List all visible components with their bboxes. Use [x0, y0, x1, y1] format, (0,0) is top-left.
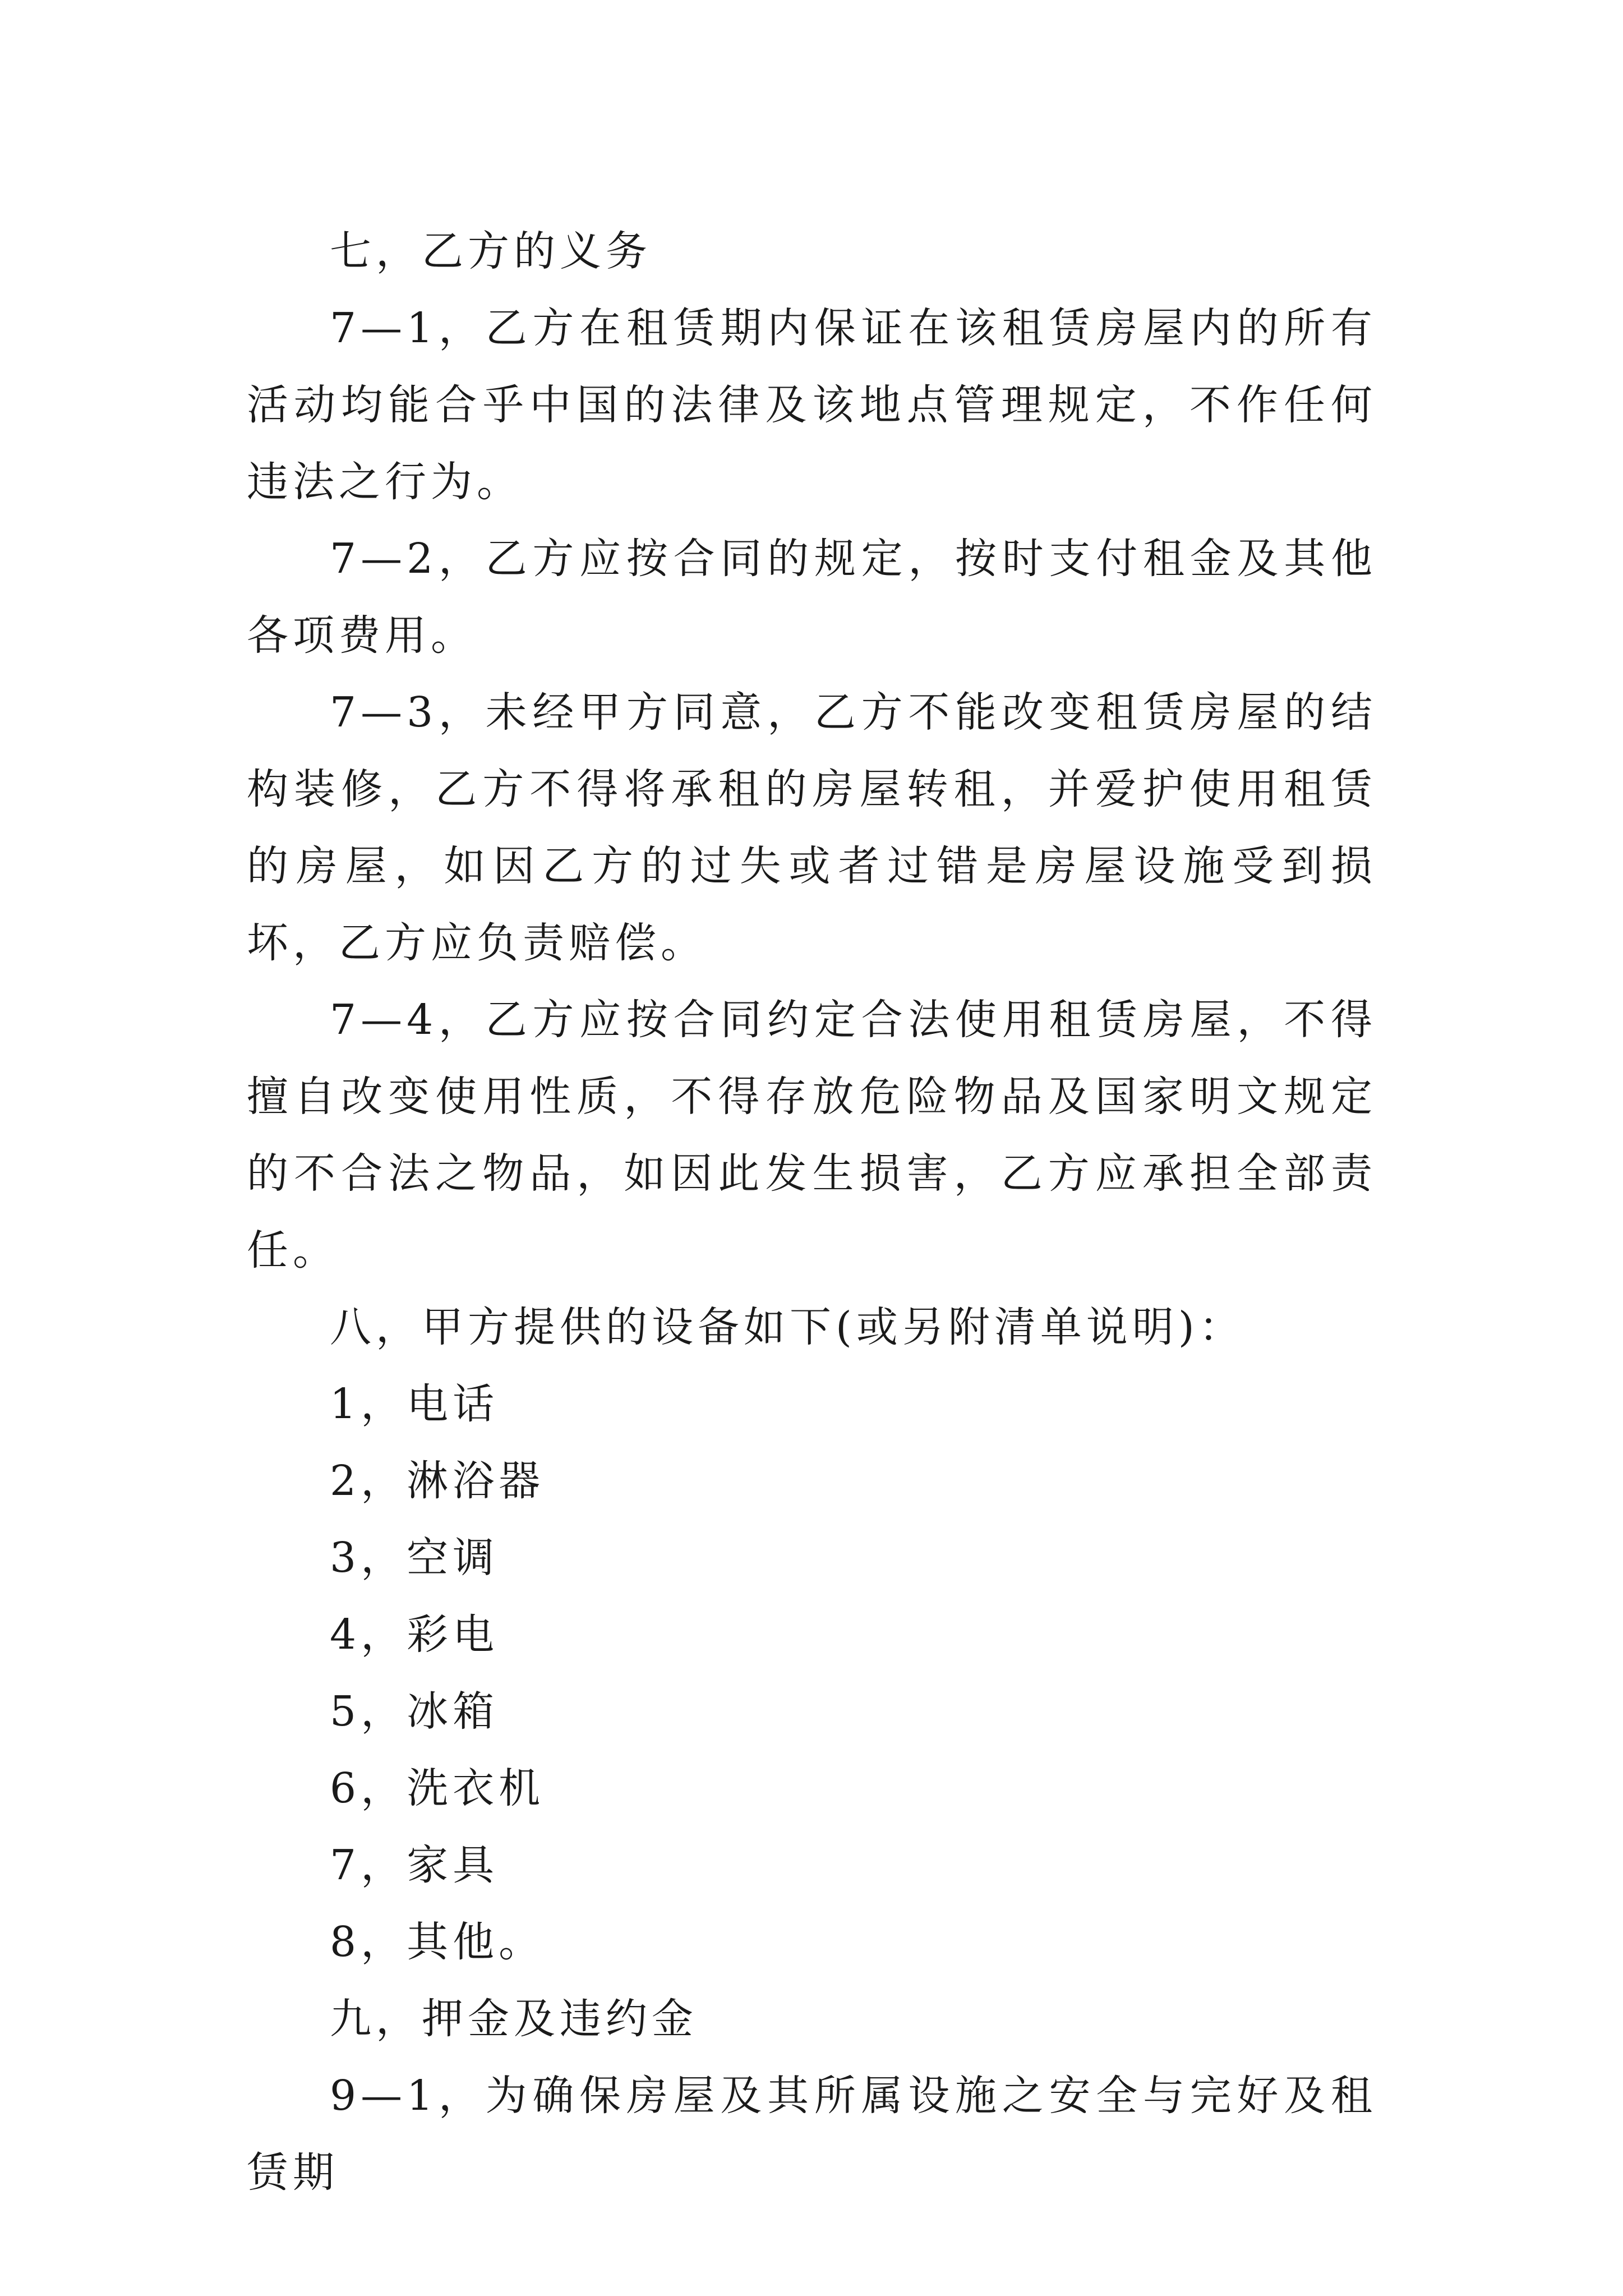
- clause-paragraph: 7—4，乙方应按合同约定合法使用租赁房屋，不得擅自改变使用性质，不得存放危险物品及国家明文规定的不合法之物品，如因此发生损害，乙方应承担全部责任。: [247, 996, 1377, 1274]
- document-body: [247, 213, 1377, 2211]
- equipment-list-item: 1，电话: [330, 1380, 499, 1428]
- clause-paragraph: 9—1，为确保房屋及其所属设施之安全与完好及租赁期: [247, 2072, 1377, 2197]
- clause-paragraph: 7—3，未经甲方同意，乙方不能改变租赁房屋的结构装修，乙方不得将承租的房屋转租，并爱护使用租赁的房屋，如因乙方的过失或者过错是房屋设施受到损坏，乙方应负责赔偿。: [247, 688, 1377, 967]
- equipment-list-item: 3，空调: [330, 1534, 499, 1582]
- section-heading: 九，押金及违约金: [330, 1995, 698, 2043]
- clause-paragraph: 7—2，乙方应按合同的规定，按时支付租金及其他各项费用。: [247, 535, 1377, 660]
- section-heading: 七，乙方的义务: [330, 227, 652, 275]
- clause-paragraph: 7—1，乙方在租赁期内保证在该租赁房屋内的所有活动均能合乎中国的法律及该地点管理规定，不作任何违法之行为。: [247, 304, 1377, 506]
- equipment-list-item: 7，家具: [330, 1841, 499, 1889]
- equipment-list-item: 2，淋浴器: [330, 1457, 545, 1505]
- equipment-list-item: 8，其他。: [330, 1918, 545, 1966]
- equipment-list-item: 4，彩电: [330, 1611, 499, 1659]
- equipment-list-item: 6，洗衣机: [330, 1764, 545, 1812]
- section-heading: 八，甲方提供的设备如下(或另附清单说明)：: [330, 1303, 1245, 1351]
- equipment-list-item: 5，冰箱: [330, 1687, 499, 1736]
